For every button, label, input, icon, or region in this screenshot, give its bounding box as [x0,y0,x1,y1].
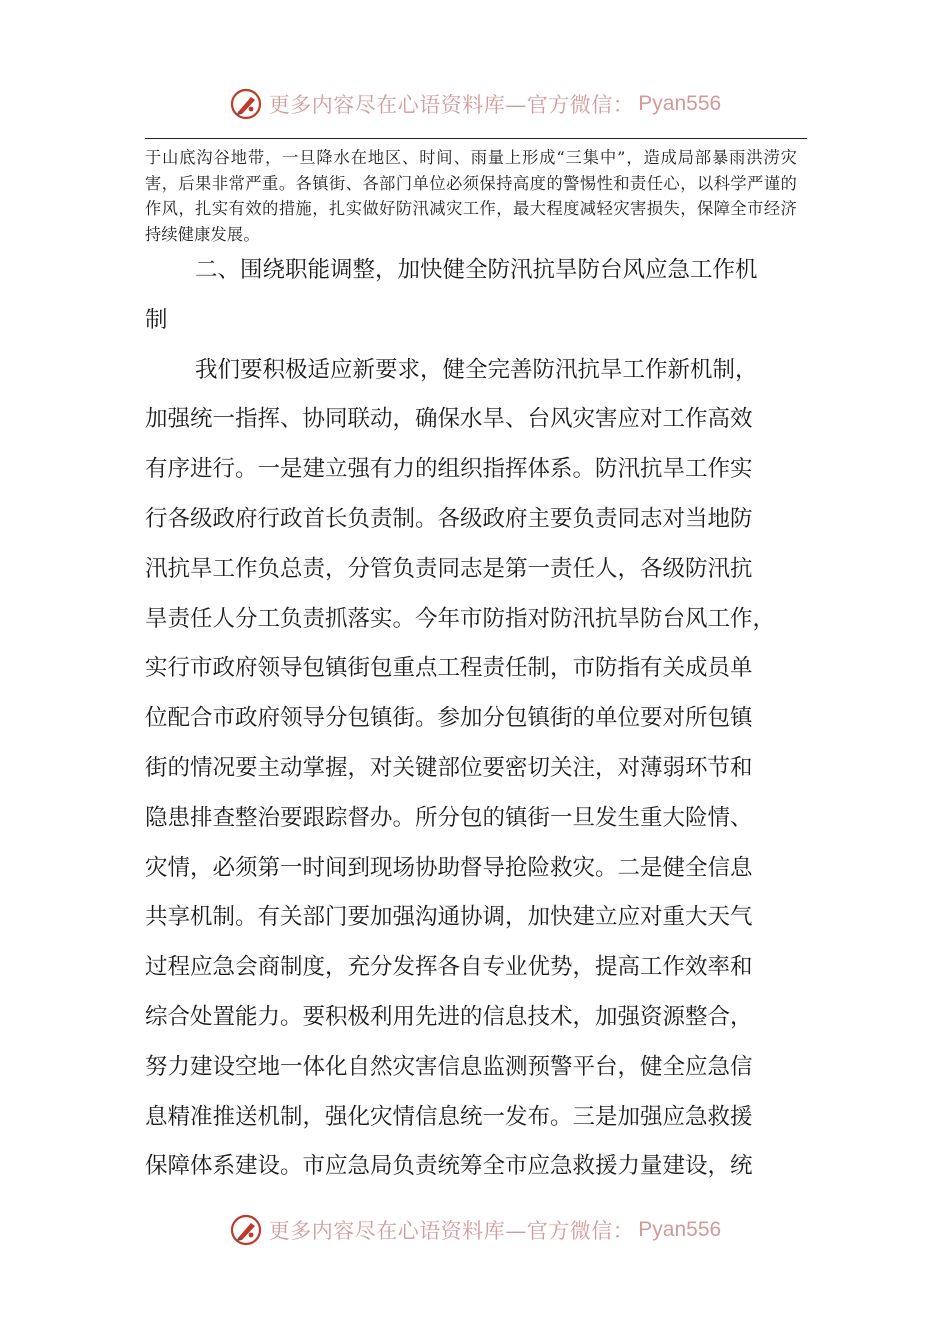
section-heading-line: 二、围绕职能调整，加快健全防汛抗旱防台风应急工作机 [195,257,758,283]
banner-text: 更多内容尽在心语资料库—官方微信： [268,93,635,117]
header-divider [145,138,807,139]
section-heading-line: 制 [145,306,168,333]
wechat-id: Pyan556 [638,1218,722,1241]
body-line: 共享机制。有关部门要加强沟通协调，加快建立应对重大天气 [145,904,753,931]
body-text [145,246,805,1192]
continuation-paragraph: 于山底沟谷地带，一旦降水在地区、时间、雨量上形成“三集中”，造成局部暴雨洪涝灾害，后果非常严重。各镇街、各部门单位必须保持高度的警惕性和责任心，以科学严谨的作风，扎实有效的措施，扎实做好防汛减灾工作，最大程度减轻灾害损失，保障全市经济持续健康发展。 [145,148,797,244]
body-line: 旱责任人分工负责抓落实。今年市防指对防汛抗旱防台风工作， [145,605,776,632]
body-line: 灾情，必须第一时间到现场协助督导抢险救灾。二是健全信息 [145,854,753,881]
body-line: 努力建设空地一体化自然灾害信息监测预警平台，健全应急信 [145,1053,753,1080]
body-line: 位配合市政府领导分包镇街。参加分包镇街的单位要对所包镇 [145,705,753,732]
wechat-id: Pyan556 [638,92,722,115]
body-line: 汛抗旱工作负总责，分管负责同志是第一责任人，各级防汛抗 [145,555,753,582]
footer-banner [0,1208,950,1252]
body-line: 加强统一指挥、协同联动，确保水旱、台风灾害应对工作高效 [145,406,753,433]
body-line: 有序进行。一是建立强有力的组织指挥体系。防汛抗旱工作实 [145,456,753,483]
pen-nib-logo-icon [229,1213,263,1247]
banner-text: 更多内容尽在心语资料库—官方微信： [268,1219,635,1243]
body-line: 息精准推送机制，强化灾情信息统一发布。三是加强应急救援 [145,1103,753,1130]
body-line: 我们要积极适应新要求，健全完善防汛抗旱工作新机制， [195,356,758,383]
body-line: 街的情况要主动掌握，对关键部位要密切关注，对薄弱环节和 [145,754,753,781]
body-line: 隐患排查整治要跟踪督办。所分包的镇街一旦发生重大险情、 [145,804,753,831]
body-line: 行各级政府行政首长负责制。各级政府主要负责同志对当地防 [145,505,753,532]
pen-nib-logo-icon [229,87,263,121]
body-line: 保障体系建设。市应急局负责统筹全市应急救援力量建设，统 [145,1153,753,1180]
header-banner [0,82,950,126]
body-line: 实行市政府领导包镇街包重点工程责任制，市防指有关成员单 [145,655,753,682]
body-line: 过程应急会商制度，充分发挥各自专业优势，提高工作效率和 [145,954,753,981]
body-line: 综合处置能力。要积极利用先进的信息技术，加强资源整合， [145,1003,753,1030]
